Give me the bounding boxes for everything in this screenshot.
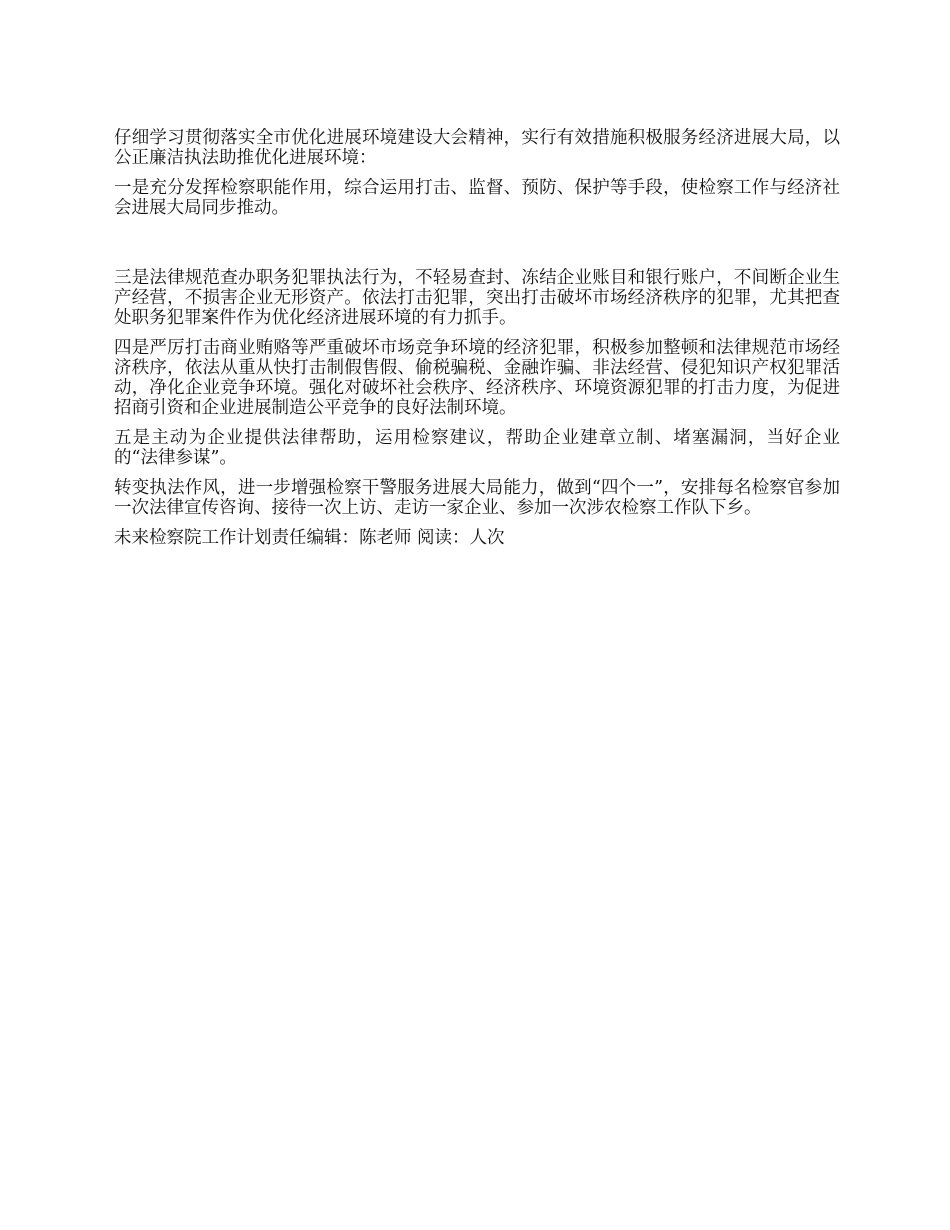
document-body — [114, 128, 840, 558]
paragraph-intro: 仔细学习贯彻落实全市优化进展环境建设大会精神，实行有效措施积极服务经济进展大局，以公正廉洁执法助推优化进展环境： — [114, 128, 840, 168]
paragraph-footer-editor: 未来检察院工作计划责任编辑：陈老师 阅读：人次 — [114, 528, 505, 548]
paragraph-point-three: 三是法律规范查办职务犯罪执法行为，不轻易查封、冻结企业账目和银行账户，不间断企业生产经营，不损害企业无形资产。依法打击犯罪，突出打击破坏市场经济秩序的犯罪，尤其把查处职务犯罪案件作为优化经济进展环境的有力抓手。 — [114, 268, 840, 328]
paragraph-point-one: 一是充分发挥检察职能作用，综合运用打击、监督、预防、保护等手段，使检察工作与经济社会进展大局同步推动。 — [114, 178, 840, 218]
paragraph-point-five: 五是主动为企业提供法律帮助，运用检察建议，帮助企业建章立制、堵塞漏洞，当好企业的“法律参谋”。 — [114, 428, 840, 468]
paragraph-point-four: 四是严厉打击商业贿赂等严重破坏市场竞争环境的经济犯罪，积极参加整顿和法律规范市场经济秩序，依法从重从快打击制假售假、偷税骗税、金融诈骗、非法经营、侵犯知识产权犯罪活动，净化企业竞争环境。强化对破坏社会秩序、经济秩序、环境资源犯罪的打击力度，为促进招商引资和企业进展制造公平竞争的良好法制环境。 — [114, 338, 840, 418]
blank-gap — [114, 228, 840, 268]
paragraph-work-style: 转变执法作风，进一步增强检察干警服务进展大局能力，做到“四个一”，安排每名检察官参加一次法律宣传咨询、接待一次上访、走访一家企业、参加一次涉农检察工作队下乡。 — [114, 478, 840, 518]
